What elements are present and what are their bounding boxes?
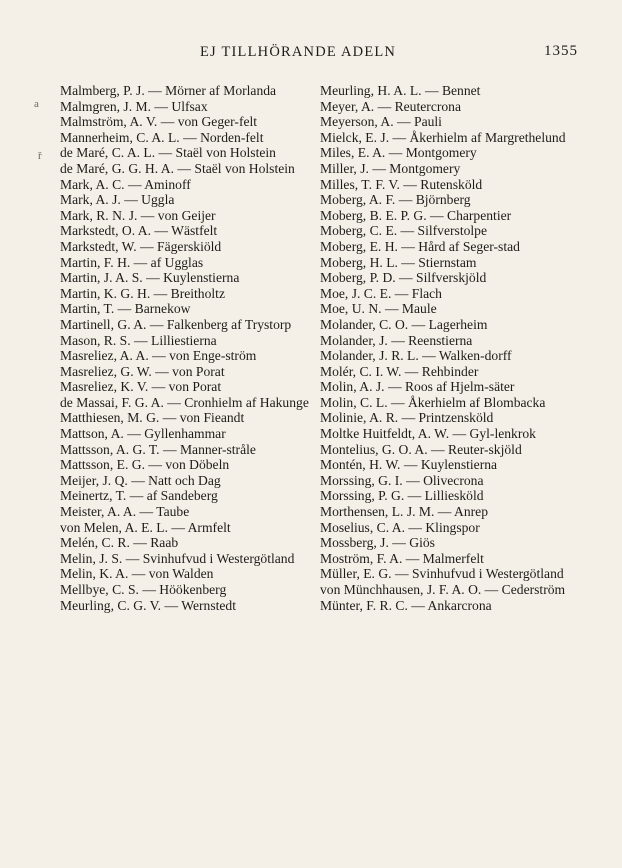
index-entry: Molin, C. L. — Åkerhielm af Blombacka (320, 394, 546, 410)
index-entry: Malmgren, J. M. — Ulfsax (60, 98, 208, 114)
margin-mark-a: a (34, 98, 39, 110)
index-entry: Martin, K. G. H. — Breitholtz (60, 285, 225, 301)
index-entry: Molander, C. O. — Lagerheim (320, 316, 488, 332)
index-entry: Markstedt, O. A. — Wästfelt (60, 223, 218, 239)
index-entry: de Maré, C. A. L. — Staël von Holstein (60, 145, 276, 161)
index-entry: Milles, T. F. V. — Rutensköld (320, 176, 483, 192)
index-entry: Mason, R. S. — Lilliestierna (60, 332, 217, 348)
index-entry: Moselius, C. A. — Klingspor (320, 519, 480, 535)
index-entry: Moberg, H. L. — Stiernstam (320, 254, 477, 270)
index-entry: Malmberg, P. J. — Mörner af Morlanda (60, 83, 277, 98)
index-entry: Masreliez, G. W. — von Porat (60, 363, 225, 379)
index-entry: Malmström, A. V. — von Geger-felt (60, 114, 258, 130)
index-entry: Martin, T. — Barnekow (60, 301, 191, 317)
index-entry: Moe, U. N. — Maule (320, 301, 437, 317)
index-entry: Montén, H. W. — Kuylenstierna (320, 457, 498, 473)
index-entry: Masreliez, A. A. — von Enge-ström (60, 348, 257, 364)
index-entry: Mossberg, J. — Giös (320, 535, 435, 551)
index-entry: Moe, J. C. E. — Flach (320, 285, 442, 301)
index-entry: Mark, R. N. J. — von Geijer (60, 207, 216, 223)
index-entry: Meijer, J. Q. — Natt och Dag (60, 472, 221, 488)
index-entry: Morssing, P. G. — Lilliesköld (320, 488, 484, 504)
index-entry: Meurling, H. A. L. — Bennet (320, 83, 481, 98)
index-entry: Mielck, E. J. — Åkerhielm af Margrethelund (320, 129, 566, 145)
index-entry: Matthiesen, M. G. — von Fieandt (60, 410, 245, 426)
index-entry: Masreliez, K. V. — von Porat (60, 379, 222, 395)
index-entry: Moberg, E. H. — Hård af Seger-stad (320, 238, 520, 254)
index-entry: Martin, J. A. S. — Kuylenstierna (60, 270, 240, 286)
index-entry: von Münchhausen, J. F. A. O. — Cederström (320, 582, 566, 597)
index-entry: Montelius, G. O. A. — Reuter-skjöld (320, 441, 522, 457)
index-entry: Miles, E. A. — Montgomery (320, 145, 477, 161)
index-entry: Mark, A. C. — Aminoff (60, 176, 191, 192)
index-entry: Mattson, A. — Gyllenhammar (60, 426, 226, 442)
index-entry: Moström, F. A. — Malmerfelt (320, 550, 484, 566)
index-entry: Mark, A. J. — Uggla (60, 192, 175, 208)
index-entry: Markstedt, W. — Fägerskiöld (60, 238, 222, 254)
index-entry: Moberg, B. E. P. G. — Charpentier (320, 207, 512, 223)
margin-mark-r: ř (38, 150, 42, 162)
index-entry: Mellbye, C. S. — Höökenberg (60, 582, 227, 597)
index-entry: Morssing, G. I. — Olivecrona (320, 472, 484, 488)
index-entry: Molér, C. I. W. — Rehbinder (320, 363, 479, 379)
left-column (60, 83, 316, 613)
index-entry: Meyerson, A. — Pauli (320, 114, 442, 130)
index-entry: Molander, J. R. L. — Walken-dorff (320, 348, 512, 364)
index-entry: Molin, A. J. — Roos af Hjelm-säter (320, 379, 515, 395)
index-entry: Melin, K. A. — von Walden (60, 566, 214, 582)
index-entry: Morthensen, L. J. M. — Anrep (320, 504, 489, 520)
index-entry: de Massai, F. G. A. — Cronhielm af Hakunge (60, 394, 309, 410)
index-entry: Müller, E. G. — Svinhufvud i Westergötland (320, 566, 564, 582)
page-number: 1355 (544, 43, 578, 59)
index-entry: Meyer, A. — Reutercrona (320, 98, 462, 114)
index-entry: Martinell, G. A. — Falkenberg af Trystorp (60, 316, 292, 332)
index-entry: Münter, F. R. C. — Ankarcrona (320, 597, 492, 613)
index-entry: Mattsson, A. G. T. — Manner-stråle (60, 441, 256, 457)
index-entry: Miller, J. — Montgomery (320, 160, 461, 176)
index-entry: Moltke Huitfeldt, A. W. — Gyl-lenkrok (320, 426, 536, 442)
index-entry: Meister, A. A. — Taube (60, 504, 190, 520)
index-entry: Moberg, A. F. — Björnberg (320, 192, 471, 208)
page-header (0, 44, 622, 64)
index-entry: Melin, J. S. — Svinhufvud i Westergötland (60, 550, 295, 566)
index-entry: Meurling, C. G. V. — Wernstedt (60, 597, 237, 613)
index-entry: Molinie, A. R. — Printzensköld (320, 410, 494, 426)
right-column (320, 83, 568, 613)
index-entry: Meinertz, T. — af Sandeberg (60, 488, 218, 504)
running-title: EJ TILLHÖRANDE ADELN (200, 44, 397, 60)
index-entry: Martin, F. H. — af Ugglas (60, 254, 204, 270)
index-entry: Mannerheim, C. A. L. — Norden-felt (60, 129, 264, 145)
index-entry: Molander, J. — Reenstierna (320, 332, 473, 348)
index-entry: Moberg, P. D. — Silfverskjöld (320, 270, 487, 286)
index-entry: Melén, C. R. — Raab (60, 535, 179, 551)
index-entry: Mattsson, E. G. — von Döbeln (60, 457, 230, 473)
index-entry: Moberg, C. E. — Silfverstolpe (320, 223, 488, 239)
index-entry: von Melen, A. E. L. — Armfelt (60, 519, 231, 535)
index-entry: de Maré, G. G. H. A. — Staël von Holstein (60, 160, 295, 176)
